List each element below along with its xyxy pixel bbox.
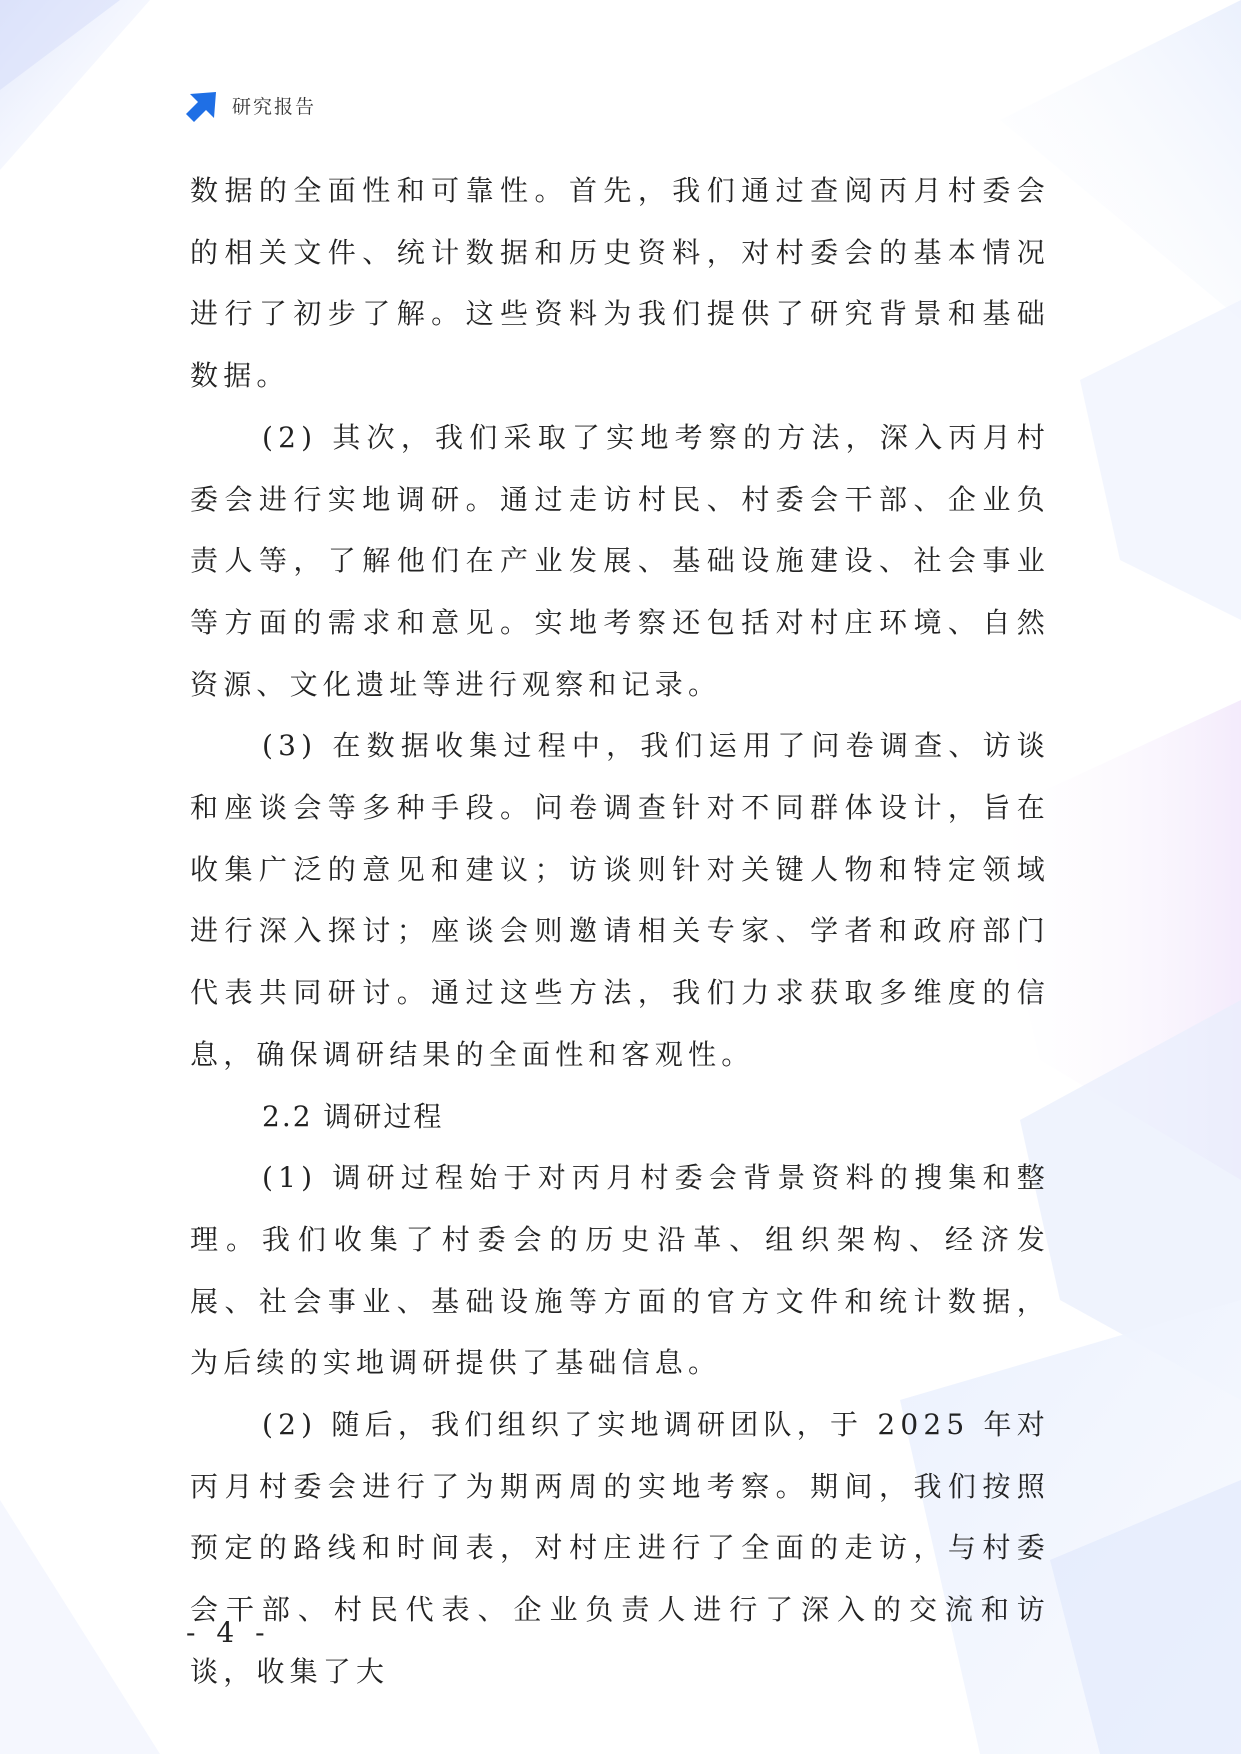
paragraph: 数据的全面性和可靠性。首先，我们通过查阅丙月村委会的相关文件、统计数据和历史资料，对村委会的基本情况进行了初步了解。这些资料为我们提供了研究背景和基础数据。 xyxy=(190,174,1050,393)
section-heading: 2.2 调研过程 xyxy=(262,1099,444,1133)
paragraph: (2) 随后，我们组织了实地调研团队，于 2025 年对丙月村委会进行了为期两周的实地考察。期间，我们按照预定的路线和时间表，对村庄进行了全面的走访，与村委会干部、村民代表、企业负责人进行了深入的交流和访谈，收集了大 xyxy=(190,1408,1050,1688)
paragraph: (1) 调研过程始于对丙月村委会背景资料的搜集和整理。我们收集了村委会的历史沿革、组织架构、经济发展、社会事业、基础设施等方面的官方文件和统计数据，为后续的实地调研提供了基础信息。 xyxy=(190,1161,1050,1380)
arrow-logo-icon xyxy=(186,88,220,122)
document-header xyxy=(186,88,316,122)
document-body xyxy=(190,160,1050,1703)
paragraph: (3) 在数据收集过程中，我们运用了问卷调查、访谈和座谈会等多种手段。问卷调查针对不同群体设计，旨在收集广泛的意见和建议；访谈则针对关键人物和特定领域进行深入探讨；座谈会则邀请相关专家、学者和政府部门代表共同研讨。通过这些方法，我们力求获取多维度的信息，确保调研结果的全面性和客观性。 xyxy=(190,729,1050,1071)
header-title: 研究报告 xyxy=(232,95,317,118)
page-number: - 4 - xyxy=(186,1616,271,1649)
paragraph: (2) 其次，我们采取了实地考察的方法，深入丙月村委会进行实地调研。通过走访村民、村委会干部、企业负责人等，了解他们在产业发展、基础设施建设、社会事业等方面的需求和意见。实地考察还包括对村庄环境、自然资源、文化遗址等进行观察和记录。 xyxy=(190,420,1050,701)
